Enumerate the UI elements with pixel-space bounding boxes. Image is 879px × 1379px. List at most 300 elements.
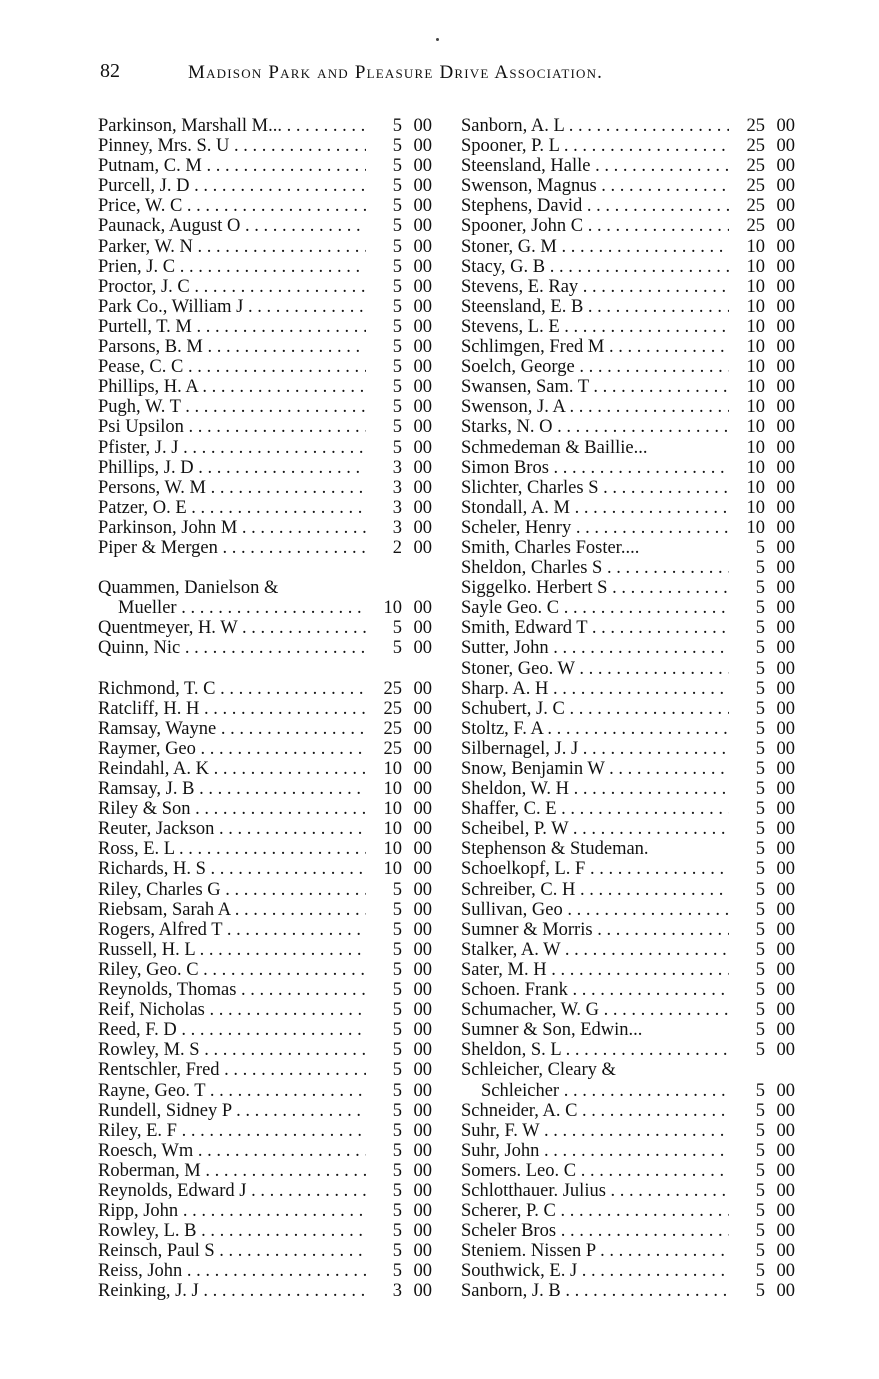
donor-row	[98, 1040, 432, 1060]
amount-cents: 00	[413, 357, 432, 378]
amount-cents: 00	[776, 357, 795, 378]
donor-row	[461, 357, 795, 377]
amount-cents: 00	[776, 337, 795, 358]
donor-row	[98, 136, 432, 156]
amount-dollars: 5	[392, 156, 402, 177]
amount-cents: 00	[413, 1040, 432, 1061]
donor-name: Riley, E. F . . .	[98, 1121, 366, 1141]
donor-row	[461, 136, 795, 156]
donor-name: Sheldon, Charles S . . .	[461, 558, 729, 578]
amount-dollars: 5	[392, 899, 402, 920]
amount-dollars: 5	[392, 397, 402, 418]
amount-cents: 00	[413, 1140, 432, 1161]
donor-name: Reynolds, Thomas . . .	[98, 980, 366, 1000]
donor-row	[98, 1000, 432, 1020]
donor-name: Pfister, J. J . . .	[98, 438, 366, 458]
donor-row	[461, 1121, 795, 1141]
amount-dollars: 5	[392, 1020, 402, 1041]
donor-name: Schleicher . . .	[461, 1081, 729, 1101]
amount-dollars: 5	[755, 839, 765, 860]
amount-cents: 00	[413, 738, 432, 759]
donor-row	[461, 799, 795, 819]
donor-row	[461, 1181, 795, 1201]
amount-dollars: 5	[755, 1180, 765, 1201]
donor-name: Swenson, Magnus . . .	[461, 176, 729, 196]
donor-row	[98, 116, 432, 136]
donor-row	[461, 699, 795, 719]
donor-name: Reif, Nicholas . . .	[98, 1000, 366, 1020]
amount-dollars: 5	[755, 879, 765, 900]
donor-row	[98, 598, 432, 618]
donor-row	[98, 478, 432, 498]
amount-cents: 00	[776, 116, 795, 136]
donor-name: Sumner & Son, Edwin...	[461, 1020, 643, 1041]
donor-name: Park Co., William J . . .	[98, 297, 366, 317]
amount-dollars: 5	[392, 1000, 402, 1021]
amount-dollars: 5	[392, 638, 402, 659]
donor-row	[461, 679, 795, 699]
donor-name: Pease, C. C . . .	[98, 357, 366, 377]
amount-dollars: 5	[392, 437, 402, 458]
amount-dollars: 5	[755, 1281, 765, 1302]
donor-row	[98, 940, 432, 960]
amount-dollars: 25	[746, 116, 765, 136]
donor-row	[461, 337, 795, 357]
amount-cents: 00	[413, 316, 432, 337]
donor-row	[98, 779, 432, 799]
donor-name: Paunack, August O . . .	[98, 216, 366, 236]
donor-name: Siggelko. Herbert S . . .	[461, 578, 729, 598]
donor-name: Psi Upsilon . . .	[98, 417, 366, 437]
donor-name: Scherer, P. C . . .	[461, 1201, 729, 1221]
amount-cents: 00	[413, 276, 432, 297]
amount-dollars: 5	[392, 879, 402, 900]
amount-dollars: 10	[383, 598, 402, 619]
donor-name: Proctor, J. C . . .	[98, 277, 366, 297]
donor-row	[98, 759, 432, 779]
amount-dollars: 5	[392, 116, 402, 136]
amount-cents: 00	[413, 397, 432, 418]
amount-cents: 00	[413, 839, 432, 860]
donor-name: Sheldon, S. L . . .	[461, 1040, 729, 1060]
donor-row	[461, 377, 795, 397]
amount-cents: 00	[413, 1160, 432, 1181]
donor-name: Sharp. A. H . . .	[461, 679, 729, 699]
donor-row	[98, 578, 432, 598]
donor-name: Scheler, Henry . . .	[461, 518, 729, 538]
amount-cents: 00	[776, 196, 795, 217]
amount-cents: 00	[413, 859, 432, 880]
donor-name: Stoner, Geo. W . . .	[461, 659, 729, 679]
donor-row	[461, 417, 795, 437]
donor-row	[98, 538, 432, 558]
amount-dollars: 5	[392, 316, 402, 337]
amount-dollars: 5	[755, 598, 765, 619]
donor-row	[98, 679, 432, 699]
donor-row	[98, 1221, 432, 1241]
amount-cents: 00	[413, 698, 432, 719]
donor-row	[98, 1121, 432, 1141]
amount-cents: 00	[413, 939, 432, 960]
amount-cents: 00	[776, 176, 795, 197]
amount-cents: 00	[776, 477, 795, 498]
donor-row	[98, 1181, 432, 1201]
donor-name: Richards, H. S . . .	[98, 859, 366, 879]
donor-row	[98, 839, 432, 859]
donor-row	[98, 237, 432, 257]
donor-name: Steensland, Halle . . .	[461, 156, 729, 176]
donor-row	[98, 1261, 432, 1281]
amount-dollars: 5	[755, 1201, 765, 1222]
donor-name: Reinsch, Paul S . . .	[98, 1241, 366, 1261]
amount-dollars: 5	[755, 819, 765, 840]
donor-name: Somers. Leo. C . . .	[461, 1161, 729, 1181]
donor-name: Phillips, J. D . . .	[98, 458, 366, 478]
amount-dollars: 5	[755, 1261, 765, 1282]
donor-name: Reed, F. D . . .	[98, 1020, 366, 1040]
amount-cents: 00	[413, 1060, 432, 1081]
donor-row	[461, 277, 795, 297]
donor-name: Sullivan, Geo . . .	[461, 900, 729, 920]
amount-cents: 00	[776, 1080, 795, 1101]
amount-dollars: 10	[746, 377, 765, 398]
page-number: 82	[100, 60, 120, 82]
donor-row	[461, 859, 795, 879]
donor-row	[461, 458, 795, 478]
amount-dollars: 5	[755, 537, 765, 558]
amount-cents: 00	[413, 176, 432, 197]
amount-dollars: 5	[392, 176, 402, 197]
amount-dollars: 25	[746, 176, 765, 197]
donor-name: Reinking, J. J . . .	[98, 1281, 366, 1301]
amount-cents: 00	[413, 919, 432, 940]
donor-row	[461, 1201, 795, 1221]
amount-dollars: 5	[392, 1180, 402, 1201]
amount-cents: 00	[776, 578, 795, 599]
amount-cents: 00	[413, 497, 432, 518]
amount-cents: 00	[776, 759, 795, 779]
amount-cents: 00	[776, 156, 795, 177]
amount-cents: 00	[776, 899, 795, 920]
donor-row	[461, 1101, 795, 1121]
donor-name: Rayne, Geo. T . . .	[98, 1081, 366, 1101]
donor-row	[98, 699, 432, 719]
amount-cents: 00	[776, 919, 795, 940]
amount-dollars: 25	[746, 136, 765, 157]
donor-row	[461, 156, 795, 176]
amount-dollars: 5	[755, 558, 765, 579]
amount-dollars: 10	[383, 779, 402, 800]
donor-row	[98, 1101, 432, 1121]
amount-cents: 00	[413, 1241, 432, 1262]
donor-row	[461, 1040, 795, 1060]
amount-dollars: 3	[392, 477, 402, 498]
amount-cents: 00	[776, 799, 795, 820]
amount-dollars: 5	[392, 939, 402, 960]
amount-cents: 00	[776, 1241, 795, 1262]
donor-name: Schubert, J. C . . .	[461, 699, 729, 719]
donor-row	[98, 859, 432, 879]
donor-name: Swansen, Sam. T . . .	[461, 377, 729, 397]
amount-dollars: 5	[392, 256, 402, 277]
donor-name: Suhr, F. W . . .	[461, 1121, 729, 1141]
donor-name: Russell, H. L . . .	[98, 940, 366, 960]
amount-dollars: 10	[383, 839, 402, 860]
amount-cents: 00	[413, 477, 432, 498]
amount-dollars: 5	[755, 638, 765, 659]
donor-name: Smith, Edward T . . .	[461, 618, 729, 638]
amount-cents: 00	[776, 1261, 795, 1282]
donor-row	[98, 417, 432, 437]
amount-dollars: 5	[755, 618, 765, 639]
amount-cents: 00	[413, 256, 432, 277]
amount-dollars: 25	[383, 738, 402, 759]
donor-row	[98, 156, 432, 176]
right-donor-column	[461, 116, 795, 1302]
donor-name: Quinn, Nic . . .	[98, 638, 366, 658]
donor-row	[461, 1221, 795, 1241]
amount-dollars: 3	[392, 1281, 402, 1302]
amount-cents: 00	[776, 558, 795, 579]
donor-name: Stevens, L. E . . .	[461, 317, 729, 337]
donor-name: Silbernagel, J. J . . .	[461, 739, 729, 759]
donor-row	[461, 980, 795, 1000]
donor-name: Sumner & Morris . . .	[461, 920, 729, 940]
donor-name: Schlimgen, Fred M . . .	[461, 337, 729, 357]
donor-name: Ross, E. L . . .	[98, 839, 366, 859]
donor-row	[98, 458, 432, 478]
donor-name: Raymer, Geo . . .	[98, 739, 366, 759]
amount-dollars: 5	[755, 980, 765, 1001]
donor-row	[461, 659, 795, 679]
donor-name: Schreiber, C. H . . .	[461, 880, 729, 900]
amount-cents: 00	[776, 1020, 795, 1041]
donor-name: Ripp, John . . .	[98, 1201, 366, 1221]
donor-name: Persons, W. M . . .	[98, 478, 366, 498]
donor-row	[461, 257, 795, 277]
donor-name: Prien, J. C . . .	[98, 257, 366, 277]
amount-cents: 00	[413, 216, 432, 237]
amount-dollars: 10	[383, 859, 402, 880]
print-speck	[436, 38, 439, 41]
amount-cents: 00	[413, 236, 432, 257]
donor-name: Stondall, A. M . . .	[461, 498, 729, 518]
donor-name: Ramsay, J. B . . .	[98, 779, 366, 799]
donor-row	[461, 176, 795, 196]
donor-name: Swenson, J. A . . .	[461, 397, 729, 417]
amount-cents: 00	[413, 116, 432, 136]
donor-row	[461, 317, 795, 337]
amount-dollars: 5	[755, 658, 765, 679]
donor-row	[98, 397, 432, 417]
amount-dollars: 25	[383, 718, 402, 739]
donor-row	[461, 819, 795, 839]
donor-row	[98, 1241, 432, 1261]
donor-name: Southwick, E. J . . .	[461, 1261, 729, 1281]
amount-dollars: 25	[383, 678, 402, 699]
donor-row	[98, 880, 432, 900]
donor-name: Parkinson, John M . . .	[98, 518, 366, 538]
amount-dollars: 5	[392, 357, 402, 378]
donor-name: Reiss, John . . .	[98, 1261, 366, 1281]
amount-dollars: 25	[383, 698, 402, 719]
running-title: Madison Park and Pleasure Drive Association.	[188, 62, 604, 83]
amount-cents: 00	[776, 959, 795, 980]
amount-dollars: 10	[383, 759, 402, 779]
donor-row	[98, 920, 432, 940]
donor-row	[461, 196, 795, 216]
donor-row	[461, 1000, 795, 1020]
donor-name: Price, W. C . . .	[98, 196, 366, 216]
donor-name: Reynolds, Edward J . . .	[98, 1181, 366, 1201]
amount-cents: 00	[413, 799, 432, 820]
donor-name: Stoltz, F. A . . .	[461, 719, 729, 739]
donor-row	[98, 337, 432, 357]
amount-dollars: 5	[755, 919, 765, 940]
donor-name: Simon Bros . . .	[461, 458, 729, 478]
donor-row	[98, 317, 432, 337]
amount-dollars: 25	[746, 216, 765, 237]
donor-name: Pinney, Mrs. S. U . . .	[98, 136, 366, 156]
donor-row	[98, 1060, 432, 1080]
donor-row	[98, 1161, 432, 1181]
amount-dollars: 10	[746, 517, 765, 538]
donor-row	[461, 397, 795, 417]
amount-cents: 00	[413, 678, 432, 699]
amount-dollars: 5	[755, 899, 765, 920]
amount-dollars: 5	[392, 337, 402, 358]
donor-name: Phillips, H. A . . .	[98, 377, 366, 397]
donor-row	[461, 1261, 795, 1281]
amount-dollars: 5	[392, 417, 402, 438]
donor-name: Purcell, J. D . . .	[98, 176, 366, 196]
donor-row	[461, 880, 795, 900]
donor-name: Steensland, E. B . . .	[461, 297, 729, 317]
amount-cents: 00	[413, 457, 432, 478]
donor-row	[98, 176, 432, 196]
amount-cents: 00	[776, 819, 795, 840]
amount-dollars: 10	[383, 819, 402, 840]
amount-dollars: 10	[746, 497, 765, 518]
amount-cents: 00	[776, 216, 795, 237]
amount-dollars: 3	[392, 517, 402, 538]
amount-dollars: 5	[392, 216, 402, 237]
donor-name: Rundell, Sidney P . . .	[98, 1101, 366, 1121]
donor-row	[461, 759, 795, 779]
donor-row	[98, 357, 432, 377]
amount-dollars: 10	[746, 457, 765, 478]
amount-cents: 00	[776, 316, 795, 337]
donor-name: Reindahl, A. K . . .	[98, 759, 366, 779]
amount-dollars: 5	[755, 939, 765, 960]
donor-name: Ratcliff, H. H . . .	[98, 699, 366, 719]
donor-name: Smith, Charles Foster....	[461, 537, 640, 558]
amount-dollars: 5	[392, 1261, 402, 1282]
amount-cents: 00	[776, 1140, 795, 1161]
amount-cents: 00	[413, 517, 432, 538]
donor-row	[98, 498, 432, 518]
amount-dollars: 10	[746, 296, 765, 317]
donor-name: Riley & Son . . .	[98, 799, 366, 819]
amount-cents: 00	[413, 1180, 432, 1201]
amount-cents: 00	[413, 417, 432, 438]
donor-name: Suhr, John . . .	[461, 1141, 729, 1161]
donor-row	[461, 940, 795, 960]
amount-dollars: 5	[392, 1120, 402, 1141]
donor-row	[98, 1081, 432, 1101]
amount-cents: 00	[413, 1201, 432, 1222]
amount-cents: 00	[413, 337, 432, 358]
amount-dollars: 5	[392, 296, 402, 317]
donor-name: Stalker, A. W . . .	[461, 940, 729, 960]
donor-row	[98, 739, 432, 759]
donor-name: Rowley, M. S . . .	[98, 1040, 366, 1060]
donor-name: Reuter, Jackson . . .	[98, 819, 366, 839]
donor-name: Roesch, Wm . . .	[98, 1141, 366, 1161]
amount-cents: 00	[776, 537, 795, 558]
amount-cents: 00	[776, 1281, 795, 1302]
amount-dollars: 10	[746, 276, 765, 297]
donor-row	[98, 216, 432, 236]
donor-row	[461, 558, 795, 578]
amount-dollars: 5	[755, 1040, 765, 1061]
amount-cents: 00	[776, 1160, 795, 1181]
amount-dollars: 5	[755, 718, 765, 739]
donor-name: Schneider, A. C . . .	[461, 1101, 729, 1121]
donor-name: Schoen. Frank . . .	[461, 980, 729, 1000]
donor-name: Mueller . . .	[98, 598, 366, 618]
amount-dollars: 10	[746, 337, 765, 358]
donor-row	[461, 1241, 795, 1261]
donor-row	[98, 900, 432, 920]
donor-name: Parkinson, Marshall M... . . .	[98, 116, 366, 136]
donor-name: Roberman, M . . .	[98, 1161, 366, 1181]
amount-cents: 00	[413, 638, 432, 659]
donor-name: Riley, Geo. C . . .	[98, 960, 366, 980]
donor-name: Sayle Geo. C . . .	[461, 598, 729, 618]
amount-cents: 00	[776, 417, 795, 438]
donor-row	[461, 739, 795, 759]
left-donor-column	[98, 116, 432, 1302]
amount-dollars: 5	[392, 1160, 402, 1181]
amount-dollars: 5	[392, 1140, 402, 1161]
amount-dollars: 25	[746, 156, 765, 177]
donor-name: Sheldon, W. H . . .	[461, 779, 729, 799]
amount-cents: 00	[776, 638, 795, 659]
amount-cents: 00	[776, 377, 795, 398]
amount-cents: 00	[413, 1281, 432, 1302]
amount-cents: 00	[413, 1261, 432, 1282]
donor-row	[98, 819, 432, 839]
donor-row	[98, 638, 432, 658]
donor-row	[98, 960, 432, 980]
donor-name: Stephenson & Studeman.	[461, 839, 649, 860]
donor-row	[98, 377, 432, 397]
amount-dollars: 10	[746, 357, 765, 378]
amount-dollars: 5	[392, 618, 402, 639]
amount-cents: 00	[413, 779, 432, 800]
amount-dollars: 5	[755, 1221, 765, 1242]
amount-dollars: 5	[755, 759, 765, 779]
amount-dollars: 5	[392, 236, 402, 257]
amount-cents: 00	[413, 377, 432, 398]
donor-name: Schleicher, Cleary &	[461, 1060, 616, 1081]
donor-name: Shaffer, C. E . . .	[461, 799, 729, 819]
donor-name: Spooner, P. L . . .	[461, 136, 729, 156]
donor-name: Ramsay, Wayne . . .	[98, 719, 366, 739]
donor-row	[98, 1141, 432, 1161]
amount-cents: 00	[776, 678, 795, 699]
